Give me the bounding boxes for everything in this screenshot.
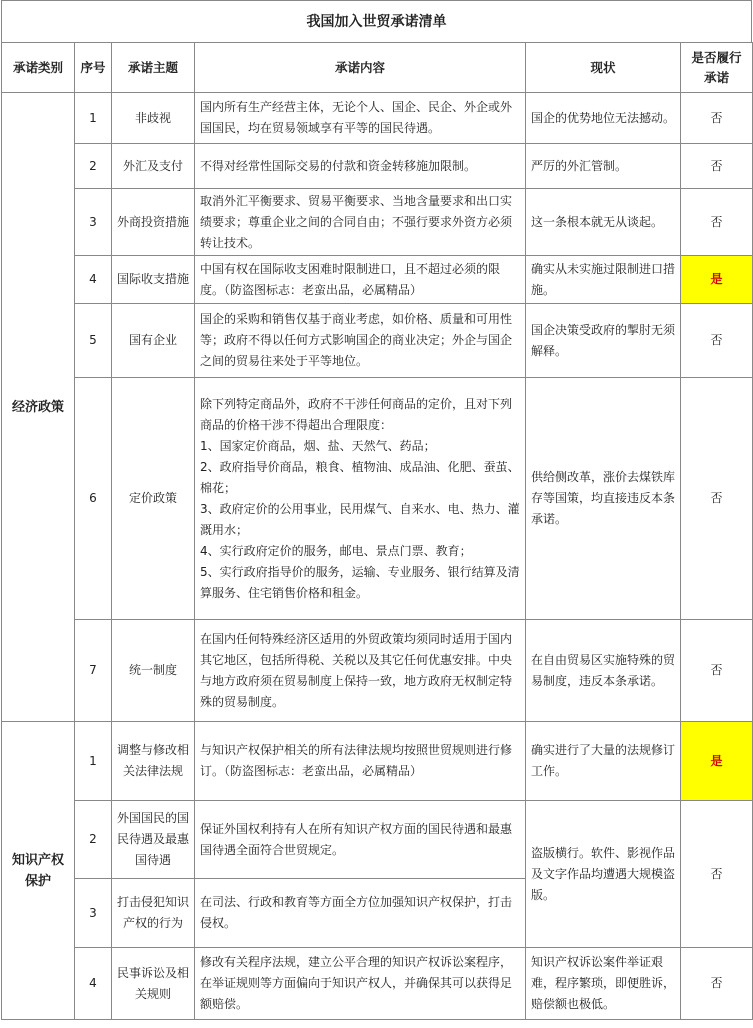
row-topic: 打击侵犯知识产权的行为 [112, 879, 195, 948]
row-content: 不得对经常性国际交易的付款和资金转移施加限制。 [195, 144, 526, 189]
commitment-table [1, 42, 753, 1020]
row-fulfilled-shared: 否 [681, 801, 753, 948]
table-row [2, 722, 753, 801]
row-seq: 4 [75, 256, 112, 304]
row-seq: 3 [75, 189, 112, 256]
row-topic: 国际收支措施 [112, 256, 195, 304]
document-title: 我国加入世贸承诺清单 [1, 0, 752, 42]
table-row [2, 189, 753, 256]
row-status: 国企决策受政府的掣肘无须解释。 [526, 304, 681, 378]
header-fulfilled: 是否履行承诺 [681, 43, 753, 93]
row-content: 中国有权在国际收支困难时限制进口，且不超过必须的限度。（防盗图标志：老蛮出品，必属精品） [195, 256, 526, 304]
row-content: 修改有关程序法规，建立公平合理的知识产权诉讼案程序，在举证规则等方面偏向于知识产权人，并确保其可以获得足额赔偿。 [195, 948, 526, 1020]
row-fulfilled-highlight: 是 [681, 722, 753, 801]
content-line: 2、政府指导价商品，粮食、植物油、成品油、化肥、蚕茧、棉花； [200, 459, 520, 495]
commitment-document [1, 0, 752, 1020]
row-content: 在司法、行政和教育等方面全方位加强知识产权保护，打击侵权。 [195, 879, 526, 948]
row-seq: 7 [75, 620, 112, 722]
row-fulfilled: 否 [681, 189, 753, 256]
row-seq: 5 [75, 304, 112, 378]
content-line: 3、政府定价的公用事业，民用煤气、自来水、电、热力、灌溉用水； [200, 501, 520, 537]
header-category: 承诺类别 [2, 43, 75, 93]
category-economic: 经济政策 [2, 93, 75, 722]
header-seq: 序号 [75, 43, 112, 93]
row-topic: 统一制度 [112, 620, 195, 722]
row-content: 国内所有生产经营主体，无论个人、国企、民企、外企或外国国民，均在贸易领域享有平等的国民待遇。 [195, 93, 526, 144]
row-seq: 3 [75, 879, 112, 948]
row-topic: 非歧视 [112, 93, 195, 144]
row-topic: 外商投资措施 [112, 189, 195, 256]
row-status: 供给侧改革，涨价去煤铁库存等国策，均直接违反本条承诺。 [526, 378, 681, 620]
table-row [2, 378, 753, 620]
row-seq: 6 [75, 378, 112, 620]
row-status: 国企的优势地位无法撼动。 [526, 93, 681, 144]
row-topic: 民事诉讼及相关规则 [112, 948, 195, 1020]
row-status: 确实从未实施过限制进口措施。 [526, 256, 681, 304]
row-content: 取消外汇平衡要求、贸易平衡要求、当地含量要求和出口实绩要求；尊重企业之间的合同自由；不强行要求外资方必须转让技术。 [195, 189, 526, 256]
row-seq: 1 [75, 722, 112, 801]
row-content: 与知识产权保护相关的所有法律法规均按照世贸规则进行修订。（防盗图标志：老蛮出品，必属精品） [195, 722, 526, 801]
row-status-shared: 盗版横行。软件、影视作品及文字作品均遭遇大规模盗版。 [526, 801, 681, 948]
row-fulfilled: 否 [681, 93, 753, 144]
content-line: 1、国家定价商品，烟、盐、天然气、药品； [200, 438, 436, 453]
header-row [2, 43, 753, 93]
row-seq: 4 [75, 948, 112, 1020]
row-fulfilled-highlight: 是 [681, 256, 753, 304]
row-content: 在国内任何特殊经济区适用的外贸政策均须同时适用于国内其它地区，包括所得税、关税以及其它任何优惠安排。中央与地方政府须在贸易制度上保持一致，地方政府无权制定特殊的贸易制度。 [195, 620, 526, 722]
content-line: 5、实行政府指导价的服务，运输、专业服务、银行结算及清算服务、住宅销售价格和租金。 [200, 564, 520, 600]
row-topic: 外国国民的国民待遇及最惠国待遇 [112, 801, 195, 879]
header-status: 现状 [526, 43, 681, 93]
table-row [2, 93, 753, 144]
row-seq: 2 [75, 144, 112, 189]
row-content [195, 378, 526, 620]
row-status: 在自由贸易区实施特殊的贸易制度，违反本条承诺。 [526, 620, 681, 722]
row-seq: 2 [75, 801, 112, 879]
content-line: 除下列特定商品外，政府不干涉任何商品的定价，且对下列商品的价格干涉不得超出合理限度： [200, 396, 513, 432]
table-row [2, 256, 753, 304]
row-topic: 调整与修改相关法律法规 [112, 722, 195, 801]
row-content: 国企的采购和销售仅基于商业考虑，如价格、质量和可用性等；政府不得以任何方式影响国企的商业决定；外企与国企之间的贸易往来处于平等地位。 [195, 304, 526, 378]
header-content: 承诺内容 [195, 43, 526, 93]
category-ip: 知识产权保护 [2, 722, 75, 1020]
table-row [2, 304, 753, 378]
table-row [2, 144, 753, 189]
table-row [2, 620, 753, 722]
row-topic: 定价政策 [112, 378, 195, 620]
table-row [2, 948, 753, 1020]
row-status: 确实进行了大量的法规修订工作。 [526, 722, 681, 801]
content-line: 4、实行政府定价的服务，邮电、景点门票、教育； [200, 543, 472, 558]
row-fulfilled: 否 [681, 144, 753, 189]
row-status: 这一条根本就无从谈起。 [526, 189, 681, 256]
row-content: 保证外国权利持有人在所有知识产权方面的国民待遇和最惠国待遇全面符合世贸规定。 [195, 801, 526, 879]
row-seq: 1 [75, 93, 112, 144]
row-status: 知识产权诉讼案件举证艰难，程序繁琐，即便胜诉，赔偿额也极低。 [526, 948, 681, 1020]
table-row [2, 801, 753, 879]
row-fulfilled: 否 [681, 378, 753, 620]
header-topic: 承诺主题 [112, 43, 195, 93]
row-fulfilled: 否 [681, 948, 753, 1020]
row-status: 严厉的外汇管制。 [526, 144, 681, 189]
row-topic: 外汇及支付 [112, 144, 195, 189]
row-topic: 国有企业 [112, 304, 195, 378]
row-fulfilled: 否 [681, 620, 753, 722]
row-fulfilled: 否 [681, 304, 753, 378]
